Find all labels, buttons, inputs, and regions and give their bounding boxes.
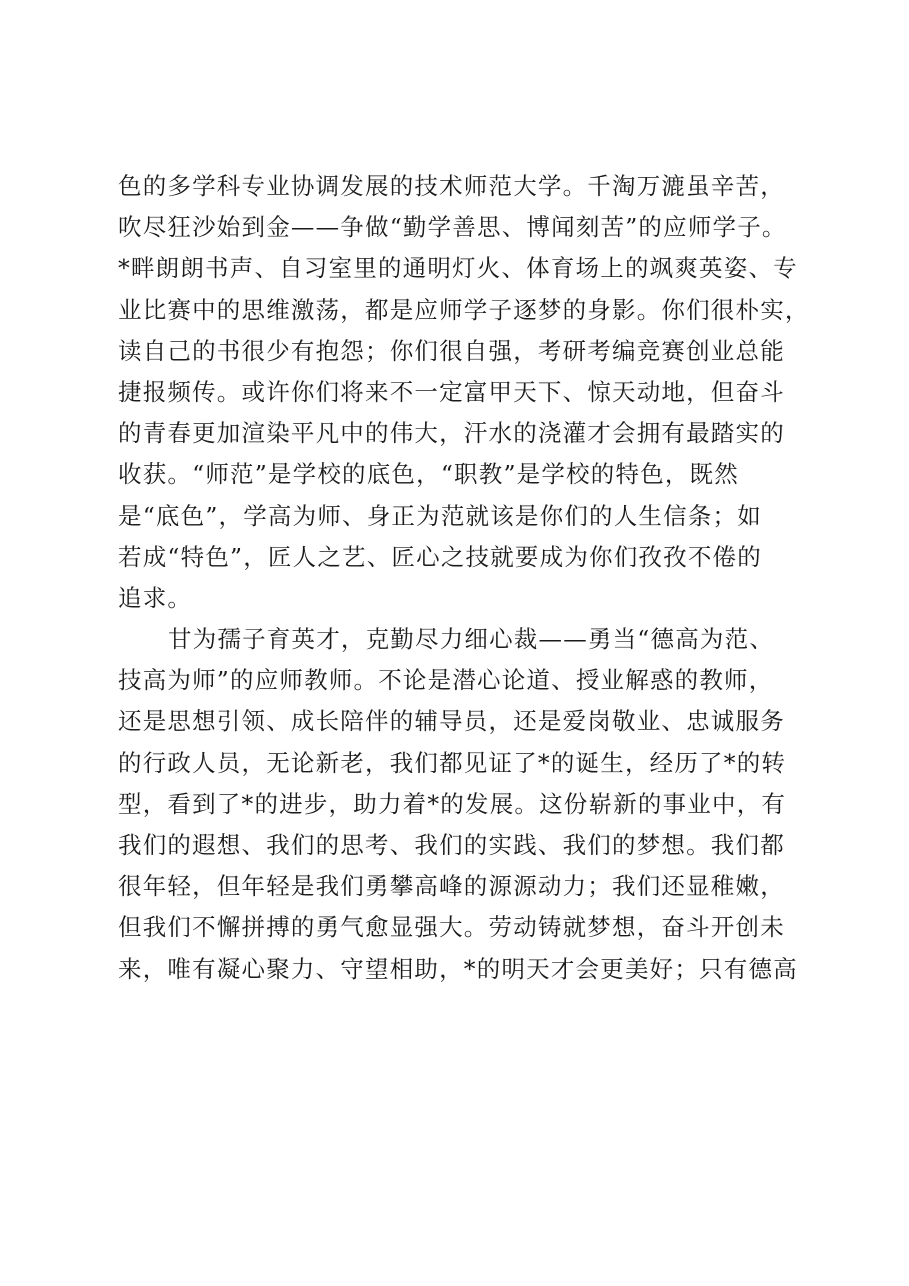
text-line: 还是思想引领、成长陪伴的辅导员，还是爱岗敬业、忠诚服务: [118, 707, 785, 736]
document-body: [118, 166, 810, 990]
text-line: 甘为孺子育英才，克勤尽力细心裁——勇当“德高为范、: [168, 625, 775, 654]
text-line: 的行政人员，无论新老，我们都见证了*的诞生，经历了*的转: [118, 748, 787, 777]
text-line: 型，看到了*的进步，助力着*的发展。这份崭新的事业中，有: [118, 789, 787, 818]
text-line: 追求。: [118, 583, 193, 612]
paragraph-1: [118, 166, 810, 619]
text-line: 来，唯有凝心聚力、守望相助，*的明天才会更美好；只有德高: [118, 954, 798, 983]
paragraph-2: [118, 619, 798, 990]
text-line: 很年轻，但年轻是我们勇攀高峰的源源动力；我们还显稚嫩，: [118, 872, 785, 901]
text-line: 是“底色”，学高为师、身正为范就该是你们的人生信条；如: [118, 501, 762, 530]
text-line: 收获。“师范”是学校的底色，“职教”是学校的特色，既然: [118, 460, 739, 489]
text-line: 但我们不懈拼搏的勇气愈显强大。劳动铸就梦想，奋斗开创未: [118, 913, 785, 942]
text-line: 色的多学科专业协调发展的技术师范大学。千淘万漉虽辛苦，: [118, 172, 785, 200]
text-line: 吹尽狂沙始到金——争做“勤学善思、博闻刻苦”的应师学子。: [118, 213, 787, 242]
text-line: *畔朗朗书声、自习室里的通明灯火、体育场上的飒爽英姿、专: [118, 254, 798, 283]
text-line: 的青春更加渲染平凡中的伟大，汗水的浇灌才会拥有最踏实的: [118, 419, 785, 448]
text-line: 读自己的书很少有抱怨；你们很自强，考研考编竞赛创业总能: [118, 336, 785, 365]
text-line: 业比赛中的思维激荡，都是应师学子逐梦的身影。你们很朴实，: [118, 295, 810, 324]
text-line: 捷报频传。或许你们将来不一定富甲天下、惊天动地，但奋斗: [118, 377, 785, 406]
text-line: 我们的遐想、我们的思考、我们的实践、我们的梦想。我们都: [118, 831, 785, 859]
text-line: 若成“特色”，匠人之艺、匠心之技就要成为你们孜孜不倦的: [118, 542, 762, 571]
text-line: 技高为师”的应师教师。不论是潜心论道、授业解惑的教师，: [118, 666, 774, 695]
